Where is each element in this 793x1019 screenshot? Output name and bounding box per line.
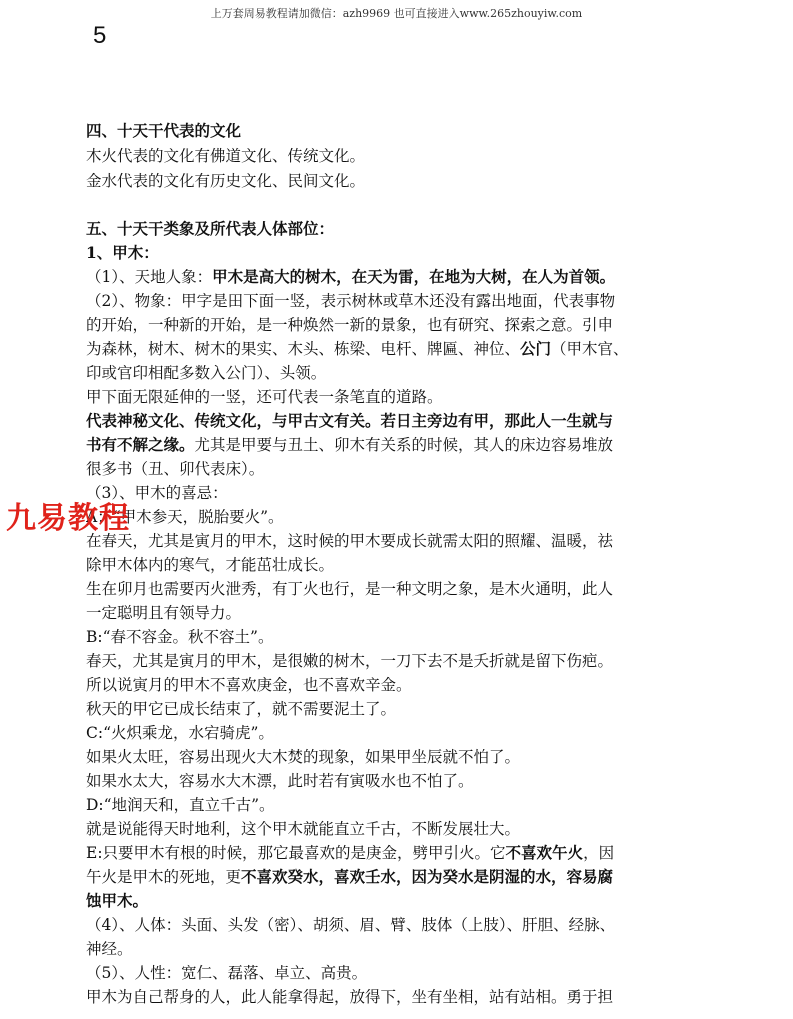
page-header-banner: 上万套周易教程请加微信：azh9969 也可直接进入www.265zhouyiw.com <box>210 7 583 20</box>
text-span: 甲木为自己帮身的人，此人能拿得起，放得下，坐有坐相，站有站相。勇于担 <box>86 988 614 1006</box>
text-line <box>86 340 726 358</box>
text-span: 秋天的甲它已成长结束了，就不需要泥土了。 <box>86 700 397 718</box>
text-line <box>86 172 726 190</box>
text-line <box>86 628 726 646</box>
text-line <box>86 580 726 598</box>
text-line <box>86 122 726 140</box>
text-line <box>86 604 726 622</box>
text-line <box>86 700 726 718</box>
text-line <box>86 147 726 165</box>
page-number: 5 <box>93 22 107 49</box>
text-line <box>86 532 726 550</box>
text-line <box>86 460 726 478</box>
text-span: 尤其是甲要与丑土、卯木有关系的时候，其人的床边容易堆放 <box>194 436 614 454</box>
text-span: 一定聪明且有领导力。 <box>86 604 242 622</box>
text-span: 就是说能得天时地利，这个甲木就能直立千古，不断发展壮大。 <box>86 820 521 838</box>
text-span: B:“春不容金。秋不容土”。 <box>86 628 274 646</box>
text-line <box>86 484 726 502</box>
text-line <box>86 964 726 982</box>
text-line <box>86 268 726 286</box>
text-span: E:只要甲木有根的时候，那它最喜欢的是庚金，劈甲引火。它 <box>86 844 506 862</box>
bold-text-span: 不喜欢午火 <box>505 844 584 862</box>
text-span: 除甲木体内的寒气，才能茁壮成长。 <box>86 556 335 574</box>
text-span: C:“火炽乘龙，水宕骑虎”。 <box>86 724 274 742</box>
text-line <box>86 820 726 838</box>
text-span: 印或官印相配多数入公门）、头领。 <box>86 364 327 382</box>
text-span: 在春天，尤其是寅月的甲木，这时候的甲木要成长就需太阳的照耀、温暖，祛 <box>86 532 614 550</box>
text-line <box>86 724 726 742</box>
text-line <box>86 556 726 574</box>
text-span: （5）、人性：宽仁、磊落、卓立、高贵。 <box>86 964 368 982</box>
text-line <box>86 940 726 958</box>
text-span: 的开始，一种新的开始，是一种焕然一新的景象，也有研究、探索之意。引申 <box>86 316 614 334</box>
bold-text-span: 公门 <box>520 340 552 358</box>
text-span: A：“甲木参天，脱胎要火”。 <box>86 508 284 526</box>
bold-text-span: 代表神秘文化、传统文化，与甲古文有关。若日主旁边有甲，那此人一生就与 <box>86 412 614 430</box>
text-line <box>86 292 726 310</box>
text-span: （4）、人体：头面、头发（密）、胡须、眉、臂、肢体（上肢）、肝胆、经脉、 <box>86 916 616 934</box>
bold-text-span: 1、甲木： <box>86 244 159 262</box>
text-line <box>86 892 726 910</box>
text-line <box>86 412 726 430</box>
text-line <box>86 364 726 382</box>
text-line <box>86 316 726 334</box>
text-span: 很多书（丑、卯代表床）。 <box>86 460 265 478</box>
text-span: 甲下面无限延伸的一竖，还可代表一条笔直的道路。 <box>86 388 443 406</box>
text-span: 午火是甲木的死地，更 <box>86 868 242 886</box>
text-span: （3）、甲木的喜忌： <box>86 484 228 502</box>
text-span: 所以说寅月的甲木不喜欢庚金，也不喜欢辛金。 <box>86 676 412 694</box>
text-span: 春天，尤其是寅月的甲木，是很嫩的树木，一刀下去不是夭折就是留下伤疤。 <box>86 652 614 670</box>
text-line <box>86 652 726 670</box>
text-line <box>86 244 726 262</box>
text-line <box>86 988 726 1006</box>
bold-text-span: 五、十天干类象及所代表人体部位： <box>86 220 335 238</box>
text-line <box>86 220 726 238</box>
text-line <box>86 916 726 934</box>
text-span: （甲木官、 <box>551 340 629 358</box>
text-line <box>86 868 726 886</box>
text-span: ，因 <box>583 844 615 862</box>
text-span: （1）、天地人象： <box>86 268 213 286</box>
text-span: 如果火太旺，容易出现火大木焚的现象，如果甲坐辰就不怕了。 <box>86 748 521 766</box>
text-line <box>86 772 726 790</box>
text-line <box>86 388 726 406</box>
bold-text-span: 不喜欢癸水，喜欢壬水，因为癸水是阴湿的水，容易腐 <box>241 868 614 886</box>
text-line <box>86 676 726 694</box>
text-span: 生在卯月也需要丙火泄秀，有丁火也行，是一种文明之象，是木火通明，此人 <box>86 580 614 598</box>
text-span: D:“地润天和，直立千古”。 <box>86 796 275 814</box>
text-span: 金水代表的文化有历史文化、民间文化。 <box>86 172 366 190</box>
text-span: 为森林，树木、树木的果实、木头、栋梁、电杆、牌匾、神位、 <box>86 340 521 358</box>
bold-text-span: 四、十天干代表的文化 <box>86 122 242 140</box>
text-line <box>86 508 726 526</box>
bold-text-span: 甲木是高大的树木，在天为雷，在地为大树，在人为首领。 <box>212 268 616 286</box>
watermark-logo: 九易教程 <box>6 501 130 536</box>
text-span: 如果水太大，容易水大木漂，此时若有寅吸水也不怕了。 <box>86 772 474 790</box>
bold-text-span: 书有不解之缘。 <box>86 436 195 454</box>
text-span: 木火代表的文化有佛道文化、传统文化。 <box>86 147 366 165</box>
text-span: （2）、物象：甲字是田下面一竖，表示树林或草木还没有露出地面，代表事物 <box>86 292 616 310</box>
text-line <box>86 844 726 862</box>
text-line <box>86 436 726 454</box>
text-span: 神经。 <box>86 940 133 958</box>
text-line <box>86 796 726 814</box>
bold-text-span: 蚀甲木。 <box>86 892 149 910</box>
text-line <box>86 748 726 766</box>
